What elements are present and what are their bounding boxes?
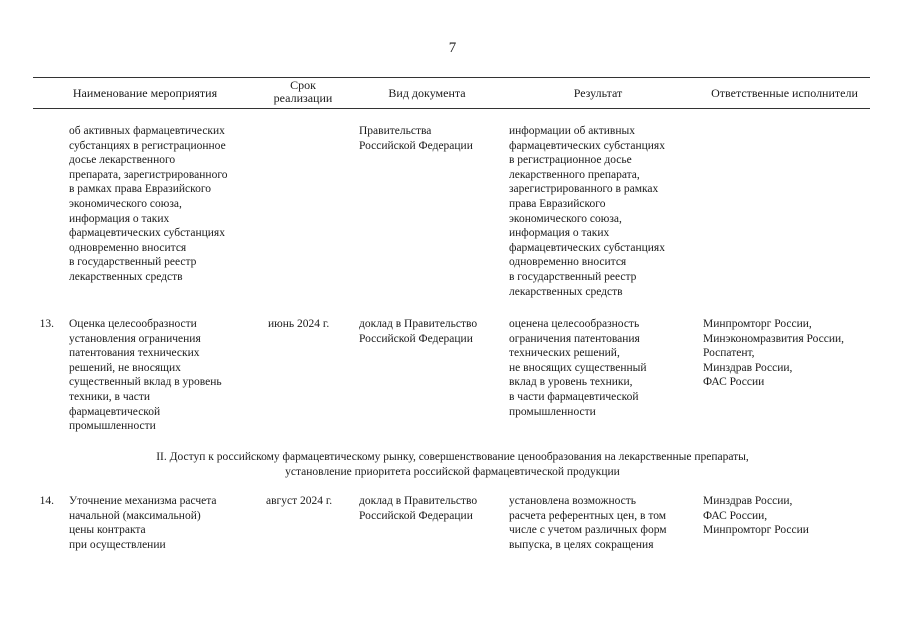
row-name: Уточнение механизма расчета начальной (максимальной) цены контракта при осуществлении	[69, 495, 217, 551]
row-term: август 2024 г.	[266, 495, 333, 507]
header-responsible: Ответственные исполнители	[711, 86, 858, 100]
row-doc-type: доклад в Правительство Российской Федерации	[359, 318, 478, 345]
row-number: 13.	[39, 318, 54, 330]
row-responsible: Минпромторг России, Минэкономразвития России, Роспатент, Минздрав России, ФАС России	[703, 318, 845, 389]
table-header-top-rule	[33, 77, 870, 78]
row-doc-type: доклад в Правительство Российской Федерации	[359, 495, 478, 522]
row-responsible: Минздрав России, ФАС России, Минпромторг России	[703, 495, 809, 537]
row-doc-type: Правительства Российской Федерации	[359, 125, 473, 152]
row-name: об активных фармацевтических субстанциях в регистрационное досье лекарственного препарата, зарегистрированного в рамках права Евразийского экономического союза, информация о таких фармацевтических субстанциях одновременно вносится в государственный реестр лекарственных средств	[69, 125, 228, 283]
header-name: Наименование мероприятия	[72, 86, 218, 100]
row-result: информации об активных фармацевтических субстанциях в регистрационное досье лекарственного препарата, зарегистрированного в рамках права Евразийского экономического союза, информация о таких фармацевтических субстанциях одновременно вносится в государственный реестр лекарственных средств	[509, 125, 665, 298]
header-term: Срок реализации	[273, 78, 333, 105]
row-term: июнь 2024 г.	[268, 318, 330, 330]
header-doc-type: Вид документа	[388, 86, 466, 100]
row-result: установлена возможность расчета референтных цен, в том числе с учетом различных форм выпуска, в целях сокращения	[509, 495, 667, 551]
section-title: II. Доступ к российскому фармацевтическому рынку, совершенствование ценообразования на лекарственные препараты, установление приоритета российской фармацевтической продукции	[156, 451, 749, 478]
row-result: оценена целесообразность ограничения патентования технических решений, не вносящих существенный вклад в уровень техники, в части фармацевтической промышленности	[509, 318, 647, 418]
row-name: Оценка целесообразности установления ограничения патентования технических решений, не вносящих существенный вклад в уровень техники, в части фармацевтической промышленности	[69, 318, 222, 433]
header-result: Результат	[573, 86, 623, 100]
table-header-bottom-rule	[33, 108, 870, 109]
page-number: 7	[448, 40, 457, 56]
row-number: 14.	[39, 495, 54, 507]
